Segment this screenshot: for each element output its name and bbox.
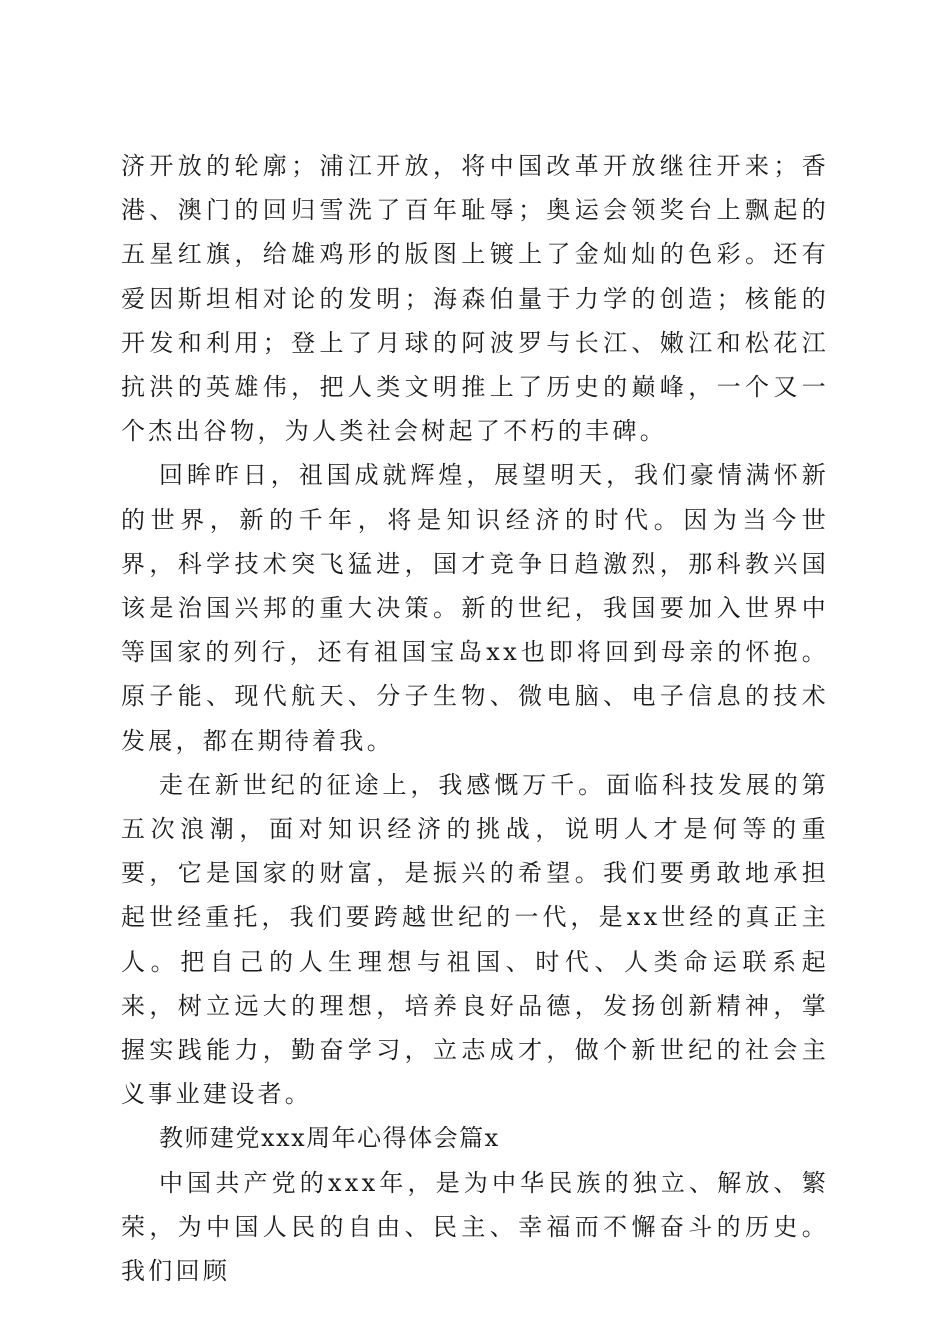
- paragraph-3: 走在新世纪的征途上，我感慨万千。面临科技发展的第五次浪潮，面对知识经济的挑战，说明人才是何等的重要，它是国家的财富，是振兴的希望。我们要勇敢地承担起世经重托，我们要跨越世纪的一代，是xx世经的真正主人。把自己的人生理想与祖国、时代、人类命运联系起来，树立远大的理想，培养良好品德，发扬创新精神，掌握实践能力，勤奋学习，立志成才，做个新世纪的社会主义事业建设者。: [121, 770, 829, 1109]
- closing-paragraph: 中国共产党的xxx年，是为中华民族的独立、解放、繁荣，为中国人民的自由、民主、幸福而不懈奋斗的历史。我们回顾: [121, 1168, 829, 1286]
- paragraph-1: 济开放的轮廓；浦江开放，将中国改革开放继往开来；香港、澳门的回归雪洗了百年耻辱；奥运会领奖台上飘起的五星红旗，给雄鸡形的版图上镀上了金灿灿的色彩。还有爱因斯坦相对论的发明；海森伯量于力学的创造；核能的开发和利用；登上了月球的阿波罗与长江、嫩江和松花江抗洪的英雄伟，把人类文明推上了历史的巅峰，一个又一个杰出谷物，为人类社会树起了不朽的丰碑。: [121, 152, 829, 446]
- section-heading: 教师建党xxx周年心得体会篇x: [159, 1124, 500, 1153]
- document-body: [121, 144, 829, 1293]
- paragraph-2: 回眸昨日，祖国成就辉煌，展望明天，我们豪情满怀新的世界，新的千年，将是知识经济的时代。因为当今世界，科学技术突飞猛进，国才竞争日趋激烈，那科教兴国该是治国兴邦的重大决策。新的世纪，我国要加入世界中等国家的列行，还有祖国宝岛xx也即将回到母亲的怀抱。原子能、现代航天、分子生物、微电脑、电子信息的技术发展，都在期待着我。: [121, 461, 829, 755]
